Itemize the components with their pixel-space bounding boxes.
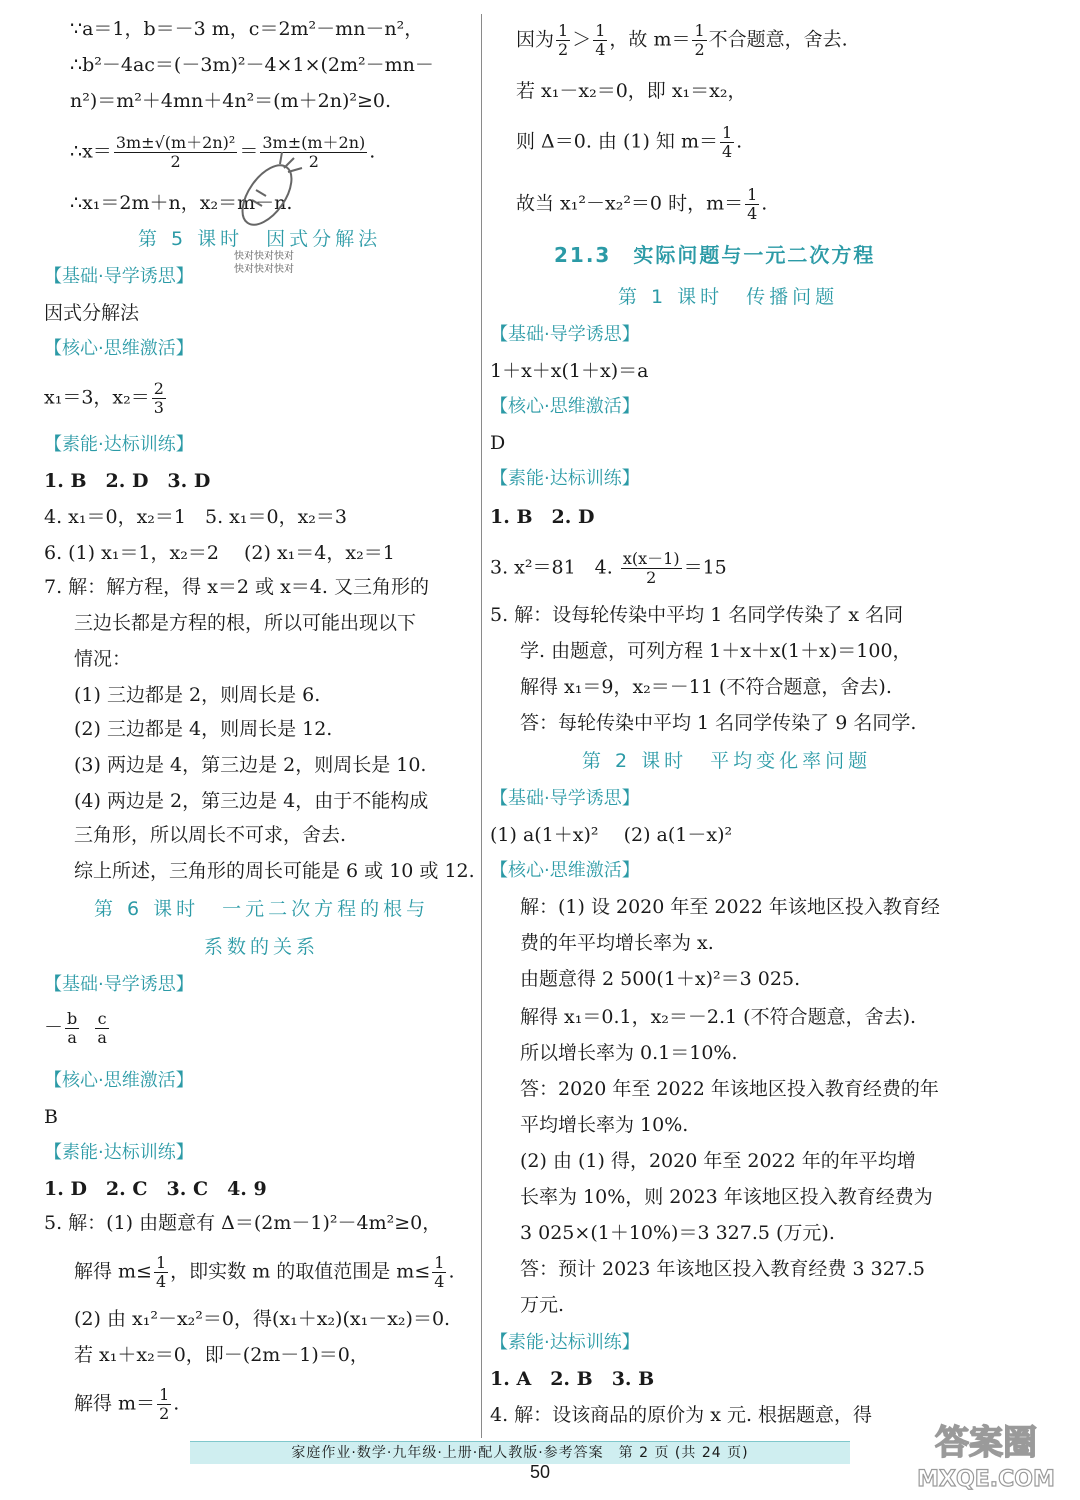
- answer-text: 解得 x₁＝9，x₂＝－11 (不符合题意，舍去).: [520, 676, 892, 698]
- page-footer: 家庭作业·数学·九年级·上册·配人教版·参考答案 第 2 页 (共 24 页): [190, 1441, 850, 1464]
- answer-text: 所以增长率为 0.1＝10%.: [520, 1042, 738, 1064]
- answer-text: 1＋x＋x(1＋x)＝a: [490, 360, 649, 382]
- answer-text: 答：预计 2023 年该地区投入教育经费 3 327.5: [520, 1258, 925, 1280]
- section-header: 【基础·导学诱思】: [44, 266, 194, 287]
- answer-text: (2) 三边都是 4，则周长是 12.: [74, 718, 333, 740]
- answer-text: 解得 m≤ $\frac{1}{4}$ ，即实数 m 的取值范围是 m≤ $\frac{1}{4}$ .: [74, 1253, 455, 1291]
- fraction: $\frac{2}{3}$: [153, 379, 164, 417]
- fraction: $\frac{1}{4}$: [434, 1253, 445, 1291]
- answer-text: 答：2020 年至 2022 年该地区投入教育经费的年: [520, 1078, 939, 1100]
- answer-text: 5. 解：设每轮传染中平均 1 名同学传染了 x 名同: [490, 604, 904, 626]
- answer-text: 1. A 2. B 3. B: [490, 1368, 655, 1390]
- answer-text: 平均增长率为 10%.: [520, 1114, 689, 1136]
- text-line: 故当 x₁²－x₂²＝0 时，m＝ $\frac{1}{4}$ .: [516, 185, 768, 223]
- watermark-logo: [898, 1414, 1074, 1494]
- answer-text: 1. B 2. D: [490, 506, 595, 528]
- fraction: $\frac{1}{2}$: [558, 21, 569, 59]
- fraction: $\frac{c}{a}$: [97, 1009, 107, 1047]
- section-header: 【核心·思维激活】: [44, 1070, 194, 1091]
- answer-text: 答：每轮传染中平均 1 名同学传染了 9 名同学.: [520, 712, 917, 734]
- answer-text: (3) 两边是 4，第三边是 2，则周长是 10.: [74, 754, 427, 776]
- answer-text: 3. x²＝81 4. $\frac{x(x-1)}{2}$ ＝15: [490, 549, 727, 587]
- section-header: 【核心·思维激活】: [490, 860, 640, 881]
- section-header: 【素能·达标训练】: [490, 1332, 640, 1353]
- section-header: 【素能·达标训练】: [490, 468, 640, 489]
- answer-text: 5. 解：(1) 由题意有 Δ＝(2m－1)²－4m²≥0，: [44, 1212, 442, 1234]
- answer-text: 6. (1) x₁＝1，x₂＝2 (2) x₁＝4，x₂＝1: [44, 542, 395, 564]
- section-title: 第 6 课时 一元二次方程的根与: [94, 898, 430, 920]
- fraction: $\frac{1}{4}$: [721, 123, 733, 161]
- answer-text: 3 025×(1＋10%)＝3 327.5 (万元).: [520, 1222, 835, 1244]
- section-header: 【基础·导学诱思】: [490, 324, 640, 345]
- answer-text: 因式分解法: [44, 302, 140, 324]
- section-title: 第 5 课时 因式分解法: [138, 228, 382, 250]
- text-line: ∴x₁＝2m＋n，x₂＝m－n.: [70, 192, 293, 214]
- answer-text: － $\frac{b}{a}$ $\frac{c}{a}$: [44, 1009, 107, 1047]
- answer-text: 若 x₁＋x₂＝0，即－(2m－1)＝0，: [74, 1344, 369, 1366]
- section-header: 【基础·导学诱思】: [44, 974, 194, 995]
- fraction: $\frac{1}{4}$: [155, 1253, 167, 1291]
- kuaidui-stamp-icon: [222, 150, 312, 240]
- fraction: $\frac{1}{4}$: [747, 185, 758, 223]
- text-line: ∴b²－4ac＝(－3m)²－4×1×(2m²－mn－: [70, 54, 434, 76]
- answer-text: (2) 由 (1) 得，2020 年至 2022 年的年平均增: [520, 1150, 916, 1172]
- column-divider: [481, 14, 482, 1438]
- answer-text: 4. x₁＝0，x₂＝1 5. x₁＝0，x₂＝3: [44, 506, 348, 528]
- page-number: 50: [529, 1462, 551, 1482]
- text-line: 因为 $\frac{1}{2}$ ＞ $\frac{1}{4}$ ，故 m＝ $\frac{1}{2}$ 不合题意，舍去.: [516, 21, 848, 59]
- answer-text: 由题意得 2 500(1＋x)²＝3 025.: [520, 968, 801, 990]
- answer-text: 三角形，所以周长不可求，舍去.: [74, 824, 347, 846]
- fraction: $\frac{1}{2}$: [159, 1385, 170, 1423]
- section-title: 系数的关系: [204, 936, 320, 958]
- answer-text: 学. 由题意，可列方程 1＋x＋x(1＋x)＝100，: [520, 640, 912, 662]
- answer-text: 万元.: [520, 1294, 565, 1316]
- fraction: $\frac{b}{a}$: [67, 1009, 78, 1047]
- section-header: 【基础·导学诱思】: [490, 788, 640, 809]
- answer-text: 解得 x₁＝0.1，x₂＝－2.1 (不符合题意，舍去).: [520, 1006, 917, 1028]
- answer-text: 长率为 10%，则 2023 年该地区投入教育经费为: [520, 1186, 933, 1208]
- svg-text:答案圈: 答案圈: [935, 1423, 1037, 1463]
- answer-text: 1. D 2. C 3. C 4. 9: [44, 1178, 267, 1200]
- fraction: $\frac{3m\pm(m+2n)}{2}$: [262, 133, 366, 171]
- answer-text: (1) a(1＋x)² (2) a(1－x)²: [490, 824, 733, 846]
- section-header: 【核心·思维激活】: [490, 396, 640, 417]
- answer-text: 综上所述，三角形的周长可能是 6 或 10 或 12.: [74, 860, 475, 882]
- answer-text: 费的年平均增长率为 x.: [520, 932, 714, 954]
- answer-text: B: [44, 1106, 58, 1128]
- answer-text: 7. 解：解方程，得 x＝2 或 x＝4. 又三角形的: [44, 576, 429, 598]
- text-line: 若 x₁－x₂＝0，即 x₁＝x₂，: [516, 80, 747, 102]
- section-title: 第 1 课时 传播问题: [618, 286, 839, 308]
- stamp-text: 快对快对快对 快对快对快对: [234, 251, 294, 275]
- text-line: n²)＝m²＋4mn＋4n²＝(m＋2n)²≥0.: [70, 90, 392, 112]
- section-header: 【素能·达标训练】: [44, 434, 194, 455]
- fraction: $\frac{x(x-1)}{2}$: [622, 549, 680, 587]
- answer-text: 情况：: [74, 648, 132, 670]
- section-header: 【素能·达标训练】: [44, 1142, 194, 1163]
- section-header: 【核心·思维激活】: [44, 338, 194, 359]
- answer-text: 解得 m＝ $\frac{1}{2}$ .: [74, 1385, 180, 1423]
- chapter-title: 21.3 实际问题与一元二次方程: [554, 243, 876, 267]
- text-line: ∵a＝1，b＝－3 m，c＝2m²－mn－n²，: [70, 18, 424, 40]
- answer-text: 1. B 2. D 3. D: [44, 470, 211, 492]
- answer-text: (1) 三边都是 2，则周长是 6.: [74, 684, 321, 706]
- answer-text: D: [490, 432, 506, 454]
- answer-text: (4) 两边是 2，第三边是 4，由于不能构成: [74, 790, 429, 812]
- formula-line: ∴x＝ $\frac{\text{3m±√(m＋2n)²}}{2}$ ＝ $\frac{3m\pm(m+2n)}{2}$ .: [70, 133, 376, 171]
- fraction: $\frac{\text{3m±√(m＋2n)²}}{2}$: [115, 133, 236, 171]
- svg-text:MXQE.COM: MXQE.COM: [917, 1467, 1055, 1492]
- text-line: 则 Δ＝0. 由 (1) 知 m＝ $\frac{1}{4}$ .: [516, 123, 743, 161]
- answer-text: x₁＝3，x₂＝ $\frac{2}{3}$: [44, 379, 164, 417]
- fraction: $\frac{1}{2}$: [694, 21, 705, 59]
- answer-text: 三边长都是方程的根，所以可能出现以下: [74, 612, 417, 634]
- section-title: 第 2 课时 平均变化率问题: [582, 750, 872, 772]
- answer-text: 4. 解：设该商品的原价为 x 元. 根据题意，得: [490, 1404, 873, 1426]
- fraction: $\frac{1}{4}$: [595, 21, 606, 59]
- answer-text: 解：(1) 设 2020 年至 2022 年该地区投入教育经: [520, 896, 940, 918]
- answer-text: (2) 由 x₁²－x₂²＝0，得(x₁＋x₂)(x₁－x₂)＝0.: [74, 1308, 451, 1330]
